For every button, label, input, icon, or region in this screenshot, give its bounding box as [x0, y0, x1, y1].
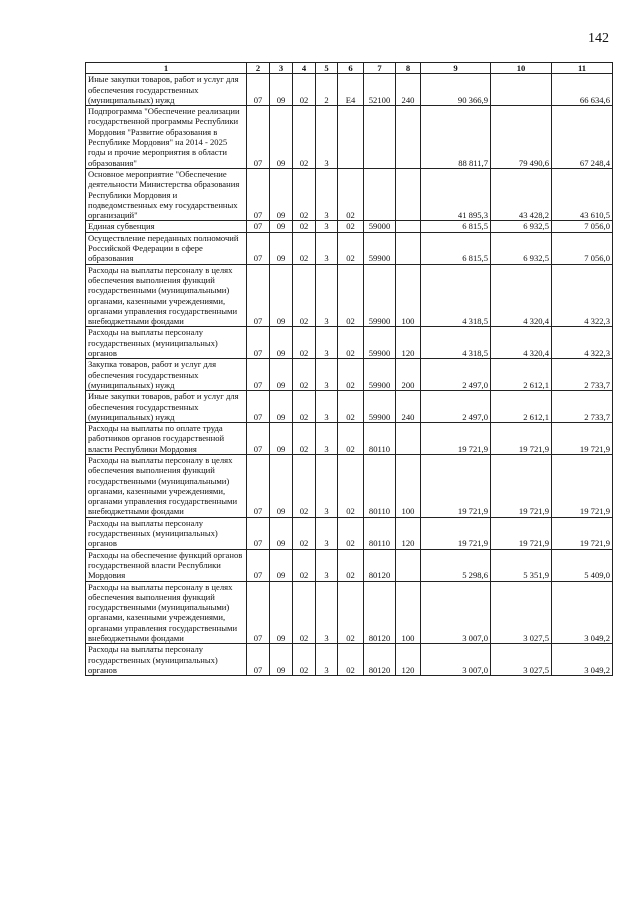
event-code-cell: 02 — [338, 644, 364, 676]
program-code-cell: 02 — [293, 454, 316, 517]
subprogram-code-cell: 2 — [316, 74, 338, 106]
section-code-cell: 07 — [247, 391, 270, 423]
expense-name-cell: Расходы на выплаты персоналу в целях обеспечения выполнения функций государственными (муниципальными) органами, казенными учреждениями, органами управления государственными внебюджетными фондами — [86, 264, 247, 327]
subsection-code-cell: 09 — [270, 327, 293, 359]
column-header: 5 — [316, 63, 338, 74]
event-code-cell: 02 — [338, 327, 364, 359]
expense-name-cell: Расходы на выплаты персоналу в целях обеспечения выполнения функций государственными (муниципальными) органами, казенными учреждениями, органами управления государственными внебюджетными фондами — [86, 581, 247, 644]
event-code-cell: 02 — [338, 264, 364, 327]
expense-type-cell: 100 — [396, 581, 421, 644]
expense-type-cell — [396, 423, 421, 455]
column-header: 4 — [293, 63, 316, 74]
column-header: 6 — [338, 63, 364, 74]
table-row — [86, 168, 613, 220]
program-code-cell: 02 — [293, 423, 316, 455]
amount-year3-cell: 4 322,3 — [552, 264, 613, 327]
subsection-code-cell: 09 — [270, 454, 293, 517]
expense-name-cell: Расходы на выплаты персоналу государственных (муниципальных) органов — [86, 644, 247, 676]
subprogram-code-cell: 3 — [316, 423, 338, 455]
expense-name-cell: Расходы на выплаты персоналу государственных (муниципальных) органов — [86, 517, 247, 549]
program-code-cell: 02 — [293, 327, 316, 359]
subprogram-code-cell: 3 — [316, 454, 338, 517]
expense-type-cell: 100 — [396, 454, 421, 517]
expense-type-cell — [396, 232, 421, 264]
table-row — [86, 391, 613, 423]
subsection-code-cell: 09 — [270, 168, 293, 220]
table-row — [86, 517, 613, 549]
event-code-cell: 02 — [338, 232, 364, 264]
amount-year1-cell: 2 497,0 — [421, 359, 491, 391]
section-code-cell: 07 — [247, 644, 270, 676]
section-code-cell: 07 — [247, 106, 270, 169]
amount-year2-cell: 2 612,1 — [491, 391, 552, 423]
direction-code-cell — [364, 168, 396, 220]
amount-year1-cell: 19 721,9 — [421, 423, 491, 455]
amount-year3-cell: 3 049,2 — [552, 581, 613, 644]
column-header: 3 — [270, 63, 293, 74]
amount-year2-cell: 19 721,9 — [491, 454, 552, 517]
expense-name-cell: Расходы на выплаты персоналу государственных (муниципальных) органов — [86, 327, 247, 359]
subprogram-code-cell: 3 — [316, 264, 338, 327]
expense-type-cell: 200 — [396, 359, 421, 391]
event-code-cell: 02 — [338, 517, 364, 549]
direction-code-cell: 80120 — [364, 644, 396, 676]
section-code-cell: 07 — [247, 581, 270, 644]
table-header-row — [86, 63, 613, 74]
program-code-cell: 02 — [293, 264, 316, 327]
subsection-code-cell: 09 — [270, 517, 293, 549]
column-header: 2 — [247, 63, 270, 74]
direction-code-cell: 80110 — [364, 454, 396, 517]
program-code-cell: 02 — [293, 549, 316, 581]
column-header: 7 — [364, 63, 396, 74]
column-header: 11 — [552, 63, 613, 74]
table-row — [86, 221, 613, 232]
direction-code-cell: 80120 — [364, 549, 396, 581]
section-code-cell: 07 — [247, 232, 270, 264]
subprogram-code-cell: 3 — [316, 106, 338, 169]
subprogram-code-cell: 3 — [316, 581, 338, 644]
event-code-cell: 02 — [338, 423, 364, 455]
budget-table — [85, 62, 613, 676]
expense-name-cell: Основное мероприятие "Обеспечение деятельности Министерства образования Республики Мордовия и подведомственных ему государственных организаций" — [86, 168, 247, 220]
expense-name-cell: Закупка товаров, работ и услуг для обеспечения государственных (муниципальных) нужд — [86, 359, 247, 391]
expense-type-cell: 120 — [396, 644, 421, 676]
subsection-code-cell: 09 — [270, 423, 293, 455]
subprogram-code-cell: 3 — [316, 221, 338, 232]
expense-type-cell — [396, 106, 421, 169]
table-body — [86, 74, 613, 676]
table-row — [86, 549, 613, 581]
table-row — [86, 644, 613, 676]
amount-year1-cell: 6 815,5 — [421, 221, 491, 232]
subprogram-code-cell: 3 — [316, 168, 338, 220]
amount-year1-cell: 3 007,0 — [421, 581, 491, 644]
amount-year2-cell: 79 490,6 — [491, 106, 552, 169]
amount-year2-cell: 19 721,9 — [491, 423, 552, 455]
direction-code-cell: 80110 — [364, 423, 396, 455]
expense-name-cell: Расходы на выплаты персоналу в целях обеспечения выполнения функций государственными (муниципальными) органами, казенными учреждениями, органами управления государственными внебюджетными фондами — [86, 454, 247, 517]
amount-year3-cell: 19 721,9 — [552, 423, 613, 455]
program-code-cell: 02 — [293, 391, 316, 423]
subprogram-code-cell: 3 — [316, 391, 338, 423]
amount-year2-cell: 19 721,9 — [491, 517, 552, 549]
amount-year1-cell: 3 007,0 — [421, 644, 491, 676]
amount-year2-cell: 5 351,9 — [491, 549, 552, 581]
subprogram-code-cell: 3 — [316, 327, 338, 359]
amount-year3-cell: 3 049,2 — [552, 644, 613, 676]
subsection-code-cell: 09 — [270, 232, 293, 264]
program-code-cell: 02 — [293, 581, 316, 644]
subsection-code-cell: 09 — [270, 359, 293, 391]
subsection-code-cell: 09 — [270, 581, 293, 644]
expense-type-cell: 100 — [396, 264, 421, 327]
amount-year2-cell: 6 932,5 — [491, 232, 552, 264]
table-row — [86, 327, 613, 359]
amount-year1-cell: 2 497,0 — [421, 391, 491, 423]
amount-year2-cell: 43 428,2 — [491, 168, 552, 220]
table-row — [86, 581, 613, 644]
amount-year1-cell: 19 721,9 — [421, 454, 491, 517]
section-code-cell: 07 — [247, 264, 270, 327]
amount-year1-cell: 4 318,5 — [421, 264, 491, 327]
table-row — [86, 232, 613, 264]
column-header: 9 — [421, 63, 491, 74]
amount-year2-cell: 3 027,5 — [491, 644, 552, 676]
table-row — [86, 74, 613, 106]
amount-year1-cell: 90 366,9 — [421, 74, 491, 106]
direction-code-cell: 80110 — [364, 517, 396, 549]
section-code-cell: 07 — [247, 517, 270, 549]
section-code-cell: 07 — [247, 327, 270, 359]
direction-code-cell: 59900 — [364, 391, 396, 423]
direction-code-cell: 59900 — [364, 359, 396, 391]
subsection-code-cell: 09 — [270, 644, 293, 676]
direction-code-cell: 52100 — [364, 74, 396, 106]
program-code-cell: 02 — [293, 221, 316, 232]
table-row — [86, 359, 613, 391]
amount-year1-cell: 19 721,9 — [421, 517, 491, 549]
amount-year2-cell: 3 027,5 — [491, 581, 552, 644]
amount-year3-cell: 67 248,4 — [552, 106, 613, 169]
expense-type-cell: 240 — [396, 74, 421, 106]
program-code-cell: 02 — [293, 517, 316, 549]
amount-year2-cell: 6 932,5 — [491, 221, 552, 232]
amount-year1-cell: 88 811,7 — [421, 106, 491, 169]
amount-year3-cell: 43 610,5 — [552, 168, 613, 220]
amount-year3-cell: 7 056,0 — [552, 232, 613, 264]
subprogram-code-cell: 3 — [316, 232, 338, 264]
program-code-cell: 02 — [293, 168, 316, 220]
subprogram-code-cell: 3 — [316, 359, 338, 391]
subprogram-code-cell: 3 — [316, 644, 338, 676]
event-code-cell: 02 — [338, 168, 364, 220]
event-code-cell: E4 — [338, 74, 364, 106]
amount-year3-cell: 19 721,9 — [552, 517, 613, 549]
section-code-cell: 07 — [247, 549, 270, 581]
expense-type-cell — [396, 221, 421, 232]
expense-name-cell: Расходы на выплаты по оплате труда работников органов государственной власти Республики Мордовия — [86, 423, 247, 455]
amount-year3-cell: 66 634,6 — [552, 74, 613, 106]
direction-code-cell — [364, 106, 396, 169]
amount-year2-cell: 4 320,4 — [491, 327, 552, 359]
subprogram-code-cell: 3 — [316, 549, 338, 581]
direction-code-cell: 59900 — [364, 327, 396, 359]
subsection-code-cell: 09 — [270, 264, 293, 327]
program-code-cell: 02 — [293, 359, 316, 391]
section-code-cell: 07 — [247, 168, 270, 220]
section-code-cell: 07 — [247, 74, 270, 106]
expense-name-cell: Иные закупки товаров, работ и услуг для обеспечения государственных (муниципальных) нужд — [86, 74, 247, 106]
expense-type-cell — [396, 168, 421, 220]
expense-name-cell: Единая субвенция — [86, 221, 247, 232]
subsection-code-cell: 09 — [270, 74, 293, 106]
expense-name-cell: Осуществление переданных полномочий Российской Федерации в сфере образования — [86, 232, 247, 264]
section-code-cell: 07 — [247, 221, 270, 232]
table-row — [86, 454, 613, 517]
program-code-cell: 02 — [293, 106, 316, 169]
amount-year3-cell: 2 733,7 — [552, 359, 613, 391]
event-code-cell: 02 — [338, 581, 364, 644]
amount-year3-cell: 2 733,7 — [552, 391, 613, 423]
expense-name-cell: Подпрограмма "Обеспечение реализации государственной программы Республики Мордовия "Развитие образования в Республике Мордовия" на 2014 - 2025 годы и прочие мероприятия в области образования" — [86, 106, 247, 169]
expense-type-cell: 120 — [396, 327, 421, 359]
table-row — [86, 264, 613, 327]
direction-code-cell: 59000 — [364, 221, 396, 232]
expense-type-cell: 240 — [396, 391, 421, 423]
table-row — [86, 106, 613, 169]
direction-code-cell: 59900 — [364, 264, 396, 327]
program-code-cell: 02 — [293, 232, 316, 264]
subprogram-code-cell: 3 — [316, 517, 338, 549]
amount-year2-cell: 4 320,4 — [491, 264, 552, 327]
section-code-cell: 07 — [247, 359, 270, 391]
event-code-cell: 02 — [338, 454, 364, 517]
event-code-cell: 02 — [338, 359, 364, 391]
expense-name-cell: Иные закупки товаров, работ и услуг для обеспечения государственных (муниципальных) нужд — [86, 391, 247, 423]
subsection-code-cell: 09 — [270, 391, 293, 423]
table-row — [86, 423, 613, 455]
section-code-cell: 07 — [247, 423, 270, 455]
page-number: 142 — [588, 31, 609, 46]
amount-year1-cell: 5 298,6 — [421, 549, 491, 581]
subsection-code-cell: 09 — [270, 549, 293, 581]
expense-type-cell: 120 — [396, 517, 421, 549]
subsection-code-cell: 09 — [270, 106, 293, 169]
direction-code-cell: 59900 — [364, 232, 396, 264]
event-code-cell: 02 — [338, 549, 364, 581]
event-code-cell: 02 — [338, 391, 364, 423]
column-header: 1 — [86, 63, 247, 74]
direction-code-cell: 80120 — [364, 581, 396, 644]
subsection-code-cell: 09 — [270, 221, 293, 232]
amount-year2-cell: 2 612,1 — [491, 359, 552, 391]
column-header: 10 — [491, 63, 552, 74]
amount-year2-cell — [491, 74, 552, 106]
expense-type-cell — [396, 549, 421, 581]
section-code-cell: 07 — [247, 454, 270, 517]
program-code-cell: 02 — [293, 644, 316, 676]
amount-year3-cell: 5 409,0 — [552, 549, 613, 581]
event-code-cell — [338, 106, 364, 169]
event-code-cell: 02 — [338, 221, 364, 232]
amount-year3-cell: 7 056,0 — [552, 221, 613, 232]
amount-year1-cell: 4 318,5 — [421, 327, 491, 359]
amount-year1-cell: 6 815,5 — [421, 232, 491, 264]
amount-year1-cell: 41 895,3 — [421, 168, 491, 220]
column-header: 8 — [396, 63, 421, 74]
program-code-cell: 02 — [293, 74, 316, 106]
expense-name-cell: Расходы на обеспечение функций органов государственной власти Республики Мордовия — [86, 549, 247, 581]
amount-year3-cell: 19 721,9 — [552, 454, 613, 517]
amount-year3-cell: 4 322,3 — [552, 327, 613, 359]
